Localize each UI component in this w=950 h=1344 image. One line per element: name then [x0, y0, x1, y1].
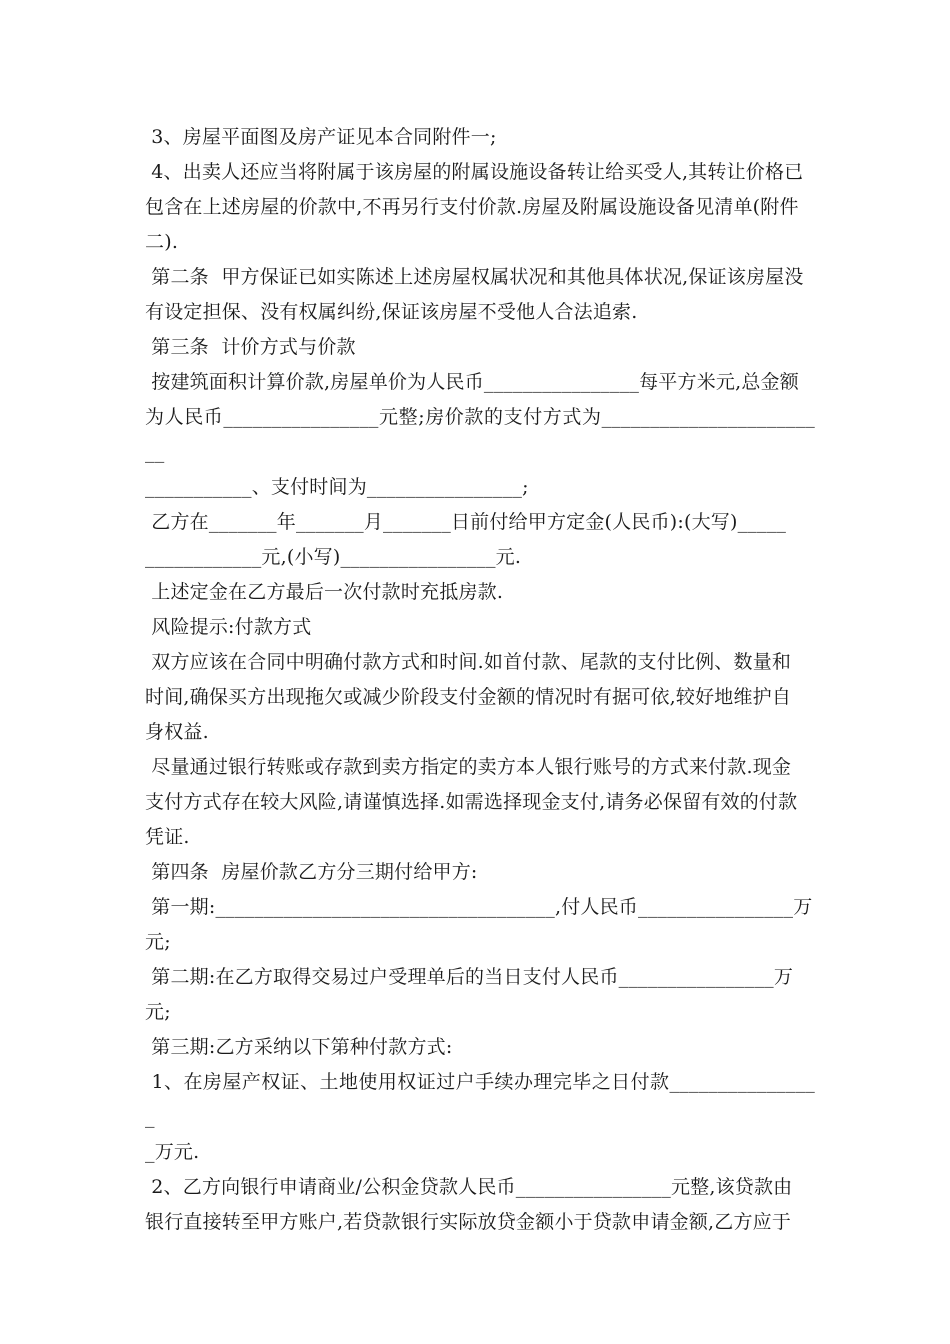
document-body [145, 120, 815, 1240]
text-line: 风险提示:付款方式 [145, 616, 312, 638]
text-line: 元; [145, 1001, 171, 1023]
text-line: 包含在上述房屋的价款中,不再另行支付价款.房屋及附属设施设备见清单(附件 [145, 196, 799, 218]
text-line: 有设定担保、没有权属纠纷,保证该房屋不受他人合法追索. [145, 301, 638, 323]
text-line: 2、乙方向银行申请商业/公积金贷款人民币________________元整,该贷款由 [145, 1176, 793, 1198]
text-line: 双方应该在合同中明确付款方式和时间.如首付款、尾款的支付比例、数量和 [145, 651, 792, 673]
text-line: 第二期:在乙方取得交易过户受理单后的当日支付人民币________________万 [145, 966, 794, 988]
text-line: 尽量通过银行转账或存款到卖方指定的卖方本人银行账号的方式来付款.现金 [145, 756, 792, 778]
text-line: 按建筑面积计算价款,房屋单价为人民币________________每平方米元,总金额 [145, 371, 799, 393]
text-line: 第三期:乙方采纳以下第种付款方式: [145, 1036, 453, 1058]
text-line: ___________、支付时间为________________; [145, 476, 529, 498]
text-line: 元; [145, 931, 171, 953]
text-line: 3、房屋平面图及房产证见本合同附件一; [145, 126, 497, 148]
text-line: 第三条 计价方式与价款 [145, 336, 356, 358]
text-line: 为人民币________________元整;房价款的支付方式为________________________ [145, 406, 815, 463]
text-line: 1、在房屋产权证、土地使用权证过户手续办理完毕之日付款________________ [145, 1071, 815, 1128]
text-line: 上述定金在乙方最后一次付款时充抵房款. [145, 581, 504, 603]
text-line: 支付方式存在较大风险,请谨慎选择.如需选择现金支付,请务必保留有效的付款 [145, 791, 798, 813]
text-line: 乙方在_______年_______月_______日前付给甲方定金(人民币):(大写)_____ [145, 511, 787, 533]
text-line: 第四条 房屋价款乙方分三期付给甲方: [145, 861, 478, 883]
text-line: 第一期:___________________________________,付人民币________________万 [145, 896, 813, 918]
text-line: 4、出卖人还应当将附属于该房屋的附属设施设备转让给买受人,其转让价格已 [145, 161, 804, 183]
text-line: 二). [145, 231, 179, 253]
text-line: _万元. [145, 1141, 200, 1163]
text-line: 凭证. [145, 826, 190, 848]
text-line: ____________元,(小写)________________元. [145, 546, 522, 568]
text-line: 时间,确保买方出现拖欠或减少阶段支付金额的情况时有据可依,较好地维护自 [145, 686, 792, 708]
text-line: 身权益. [145, 721, 209, 743]
text-line: 第二条 甲方保证已如实陈述上述房屋权属状况和其他具体状况,保证该房屋没 [145, 266, 804, 288]
text-line: 银行直接转至甲方账户,若贷款银行实际放贷金额小于贷款申请金额,乙方应于 [145, 1211, 792, 1233]
